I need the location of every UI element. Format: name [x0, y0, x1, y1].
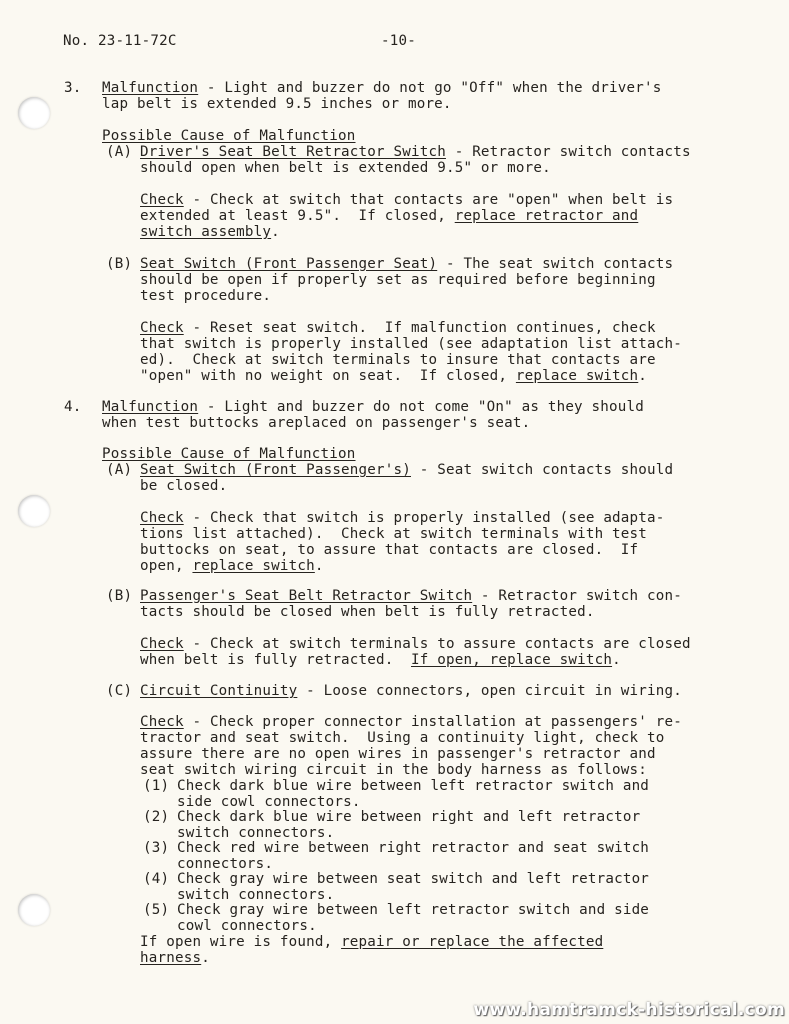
step-2-number: (2): [143, 809, 170, 825]
item-4a-check-line-4: open, replace switch.: [140, 558, 324, 574]
item-4b-check: Check - Check at switch terminals to assure contacts are closed: [140, 636, 691, 652]
item-3b-check: Check - Reset seat switch. If malfunction continues, check: [140, 320, 656, 336]
item-4a-title: Seat Switch (Front Passenger's): [140, 462, 411, 478]
item-4c-title: Circuit Continuity: [140, 683, 298, 699]
item-3b-cause: Seat Switch (Front Passenger Seat) - The seat switch contacts: [140, 256, 674, 272]
step-2-text-line-2: switch connectors.: [177, 825, 335, 841]
item-4c-cause: Circuit Continuity - Loose connectors, open circuit in wiring.: [140, 683, 682, 699]
item-3a-check-line-2: extended at least 9.5". If closed, replace retractor and: [140, 208, 639, 224]
item-4a-cause-line-2: be closed.: [140, 478, 228, 494]
item-4a-check: Check - Check that switch is properly installed (see adapta-: [140, 510, 665, 526]
item-3a-letter: (A): [106, 144, 133, 160]
item-3a-check: Check - Check at switch that contacts are "open" when belt is: [140, 192, 674, 208]
document-number: No. 23-11-72C: [63, 33, 177, 49]
step-4-number: (4): [143, 871, 170, 887]
item-3b-check-line-3: ed). Check at switch terminals to insure that contacts are: [140, 352, 656, 368]
step-3-text-line-2: connectors.: [177, 856, 274, 872]
item-4b-cause-line-2: tacts should be closed when belt is fully retracted.: [140, 604, 595, 620]
item-3-number: 3.: [64, 80, 82, 96]
page-number: -10-: [381, 33, 416, 49]
punch-hole-bottom: [18, 894, 50, 926]
item-3b-check-line-2: that switch is properly installed (see adaptation list attach-: [140, 336, 682, 352]
final-instruction: If open wire is found, repair or replace the affected: [140, 934, 604, 950]
item-3-title: Malfunction: [102, 80, 199, 96]
step-3-number: (3): [143, 840, 170, 856]
item-3-description-line-2: lap belt is extended 9.5 inches or more.: [102, 96, 452, 112]
item-4-cause-heading: Possible Cause of Malfunction: [102, 446, 356, 462]
item-4a-cause: Seat Switch (Front Passenger's) - Seat switch contacts should: [140, 462, 674, 478]
site-watermark: www.hamtramck-historical.com: [473, 1000, 785, 1020]
item-4-description: Malfunction - Light and buzzer do not come "On" as they should: [102, 399, 644, 415]
item-3-cause-heading: Possible Cause of Malfunction: [102, 128, 356, 144]
final-instruction-line-2: harness.: [140, 950, 210, 966]
item-4a-check-line-3: buttocks on seat, to assure that contacts are closed. If: [140, 542, 639, 558]
step-5-number: (5): [143, 902, 170, 918]
item-3-description: Malfunction - Light and buzzer do not go "Off" when the driver's: [102, 80, 662, 96]
item-3b-letter: (B): [106, 256, 133, 272]
item-4c-letter: (C): [106, 683, 133, 699]
check-label: Check: [140, 320, 184, 336]
check-label: Check: [140, 510, 184, 526]
item-4c-check-line-2: tractor and seat switch. Using a continuity light, check to: [140, 730, 665, 746]
item-4-description-line-2: when test buttocks areplaced on passenger's seat.: [102, 415, 531, 431]
item-4-number: 4.: [64, 399, 82, 415]
item-3a-cause-line-2: should open when belt is extended 9.5" or more.: [140, 160, 551, 176]
item-4-title: Malfunction: [102, 399, 199, 415]
item-4b-check-line-2: when belt is fully retracted. If open, replace switch.: [140, 652, 621, 668]
step-1-text: Check dark blue wire between left retractor switch and: [177, 778, 650, 794]
punch-hole-top: [18, 97, 50, 129]
item-3b-cause-line-2: should be open if properly set as required before beginning: [140, 272, 656, 288]
item-4b-cause: Passenger's Seat Belt Retractor Switch - Retractor switch con-: [140, 588, 682, 604]
item-4c-check-line-4: seat switch wiring circuit in the body harness as follows:: [140, 762, 648, 778]
check-label: Check: [140, 192, 184, 208]
step-1-text-line-2: side cowl connectors.: [177, 794, 361, 810]
punch-hole-middle: [18, 495, 50, 527]
item-4b-title: Passenger's Seat Belt Retractor Switch: [140, 588, 473, 604]
item-4a-check-line-2: tions list attached). Check at switch terminals with test: [140, 526, 648, 542]
step-5-text-line-2: cowl connectors.: [177, 918, 317, 934]
item-4a-letter: (A): [106, 462, 133, 478]
item-4b-letter: (B): [106, 588, 133, 604]
item-3a-check-line-3: switch assembly.: [140, 224, 280, 240]
item-3a-title: Driver's Seat Belt Retractor Switch: [140, 144, 446, 160]
item-4c-check: Check - Check proper connector installation at passengers' re-: [140, 714, 682, 730]
step-4-text: Check gray wire between seat switch and left retractor: [177, 871, 650, 887]
check-label: Check: [140, 714, 184, 730]
item-3a-cause: Driver's Seat Belt Retractor Switch - Retractor switch contacts: [140, 144, 691, 160]
item-3b-check-line-4: "open" with no weight on seat. If closed, replace switch.: [140, 368, 648, 384]
step-4-text-line-2: switch connectors.: [177, 887, 335, 903]
check-label: Check: [140, 636, 184, 652]
item-3b-title: Seat Switch (Front Passenger Seat): [140, 256, 438, 272]
item-3b-cause-line-3: test procedure.: [140, 288, 272, 304]
step-5-text: Check gray wire between left retractor switch and side: [177, 902, 650, 918]
step-2-text: Check dark blue wire between right and left retractor: [177, 809, 641, 825]
item-4c-check-line-3: assure there are no open wires in passenger's retractor and: [140, 746, 656, 762]
step-1-number: (1): [143, 778, 170, 794]
step-3-text: Check red wire between right retractor and seat switch: [177, 840, 650, 856]
